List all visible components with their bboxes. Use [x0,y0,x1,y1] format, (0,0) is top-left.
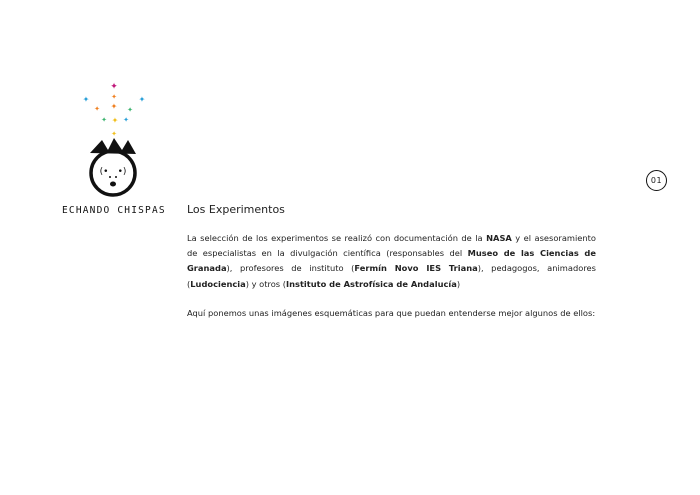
svg-text:✦: ✦ [111,130,117,138]
paragraph-images-intro: Aquí ponemos unas imágenes esquemáticas para que puedan entenderse mejor algunos de ellos: [187,308,596,318]
svg-text:✦: ✦ [138,95,146,104]
svg-text:✦: ✦ [110,82,118,92]
svg-text:•): •) [117,167,127,177]
svg-text:✦: ✦ [82,95,90,104]
svg-text:✦: ✦ [111,116,119,125]
svg-text:(•: (• [99,167,109,177]
para1-bold-nasa: NASA [486,233,512,243]
face [90,138,136,195]
para1-bold-ludociencia: Ludociencia [190,278,246,289]
para1-text-4: ), pedagogos, animadores ( [187,263,596,289]
spark-stars [83,82,146,138]
svg-text:✦: ✦ [101,116,107,124]
svg-text:✦: ✦ [127,106,133,114]
svg-text:✦: ✦ [111,93,117,101]
para1-text-1: La selección de los experimentos se realizó con documentación de la [187,233,487,243]
para1-text-6: ) [456,278,461,289]
sparks-character-icon [60,78,170,220]
svg-text:✦: ✦ [94,105,100,113]
section-title: Los Experimentos [187,203,285,216]
echando-chispas-logo [60,78,170,220]
para1-text-3: ), profesores de instituto ( [226,263,355,274]
svg-text:✦: ✦ [123,116,129,124]
paragraph-experiments [187,231,596,292]
para1-bold-fermin: Fermín Novo IES Triana [354,263,478,274]
brand-name: ECHANDO CHISPAS [62,205,166,216]
para1-bold-museo: Museo de las Ciencias de Granada [187,248,596,274]
page-number-badge: 01 [646,170,667,191]
para1-text-2: y el asesoramiento de especialistas en la divulgación científica (responsables del [187,233,596,259]
para1-text-5: ) y otros ( [245,278,287,289]
svg-text:✦: ✦ [110,102,118,111]
para1-bold-instituto: Instituto de Astrofísica de Andalucía [286,278,457,289]
